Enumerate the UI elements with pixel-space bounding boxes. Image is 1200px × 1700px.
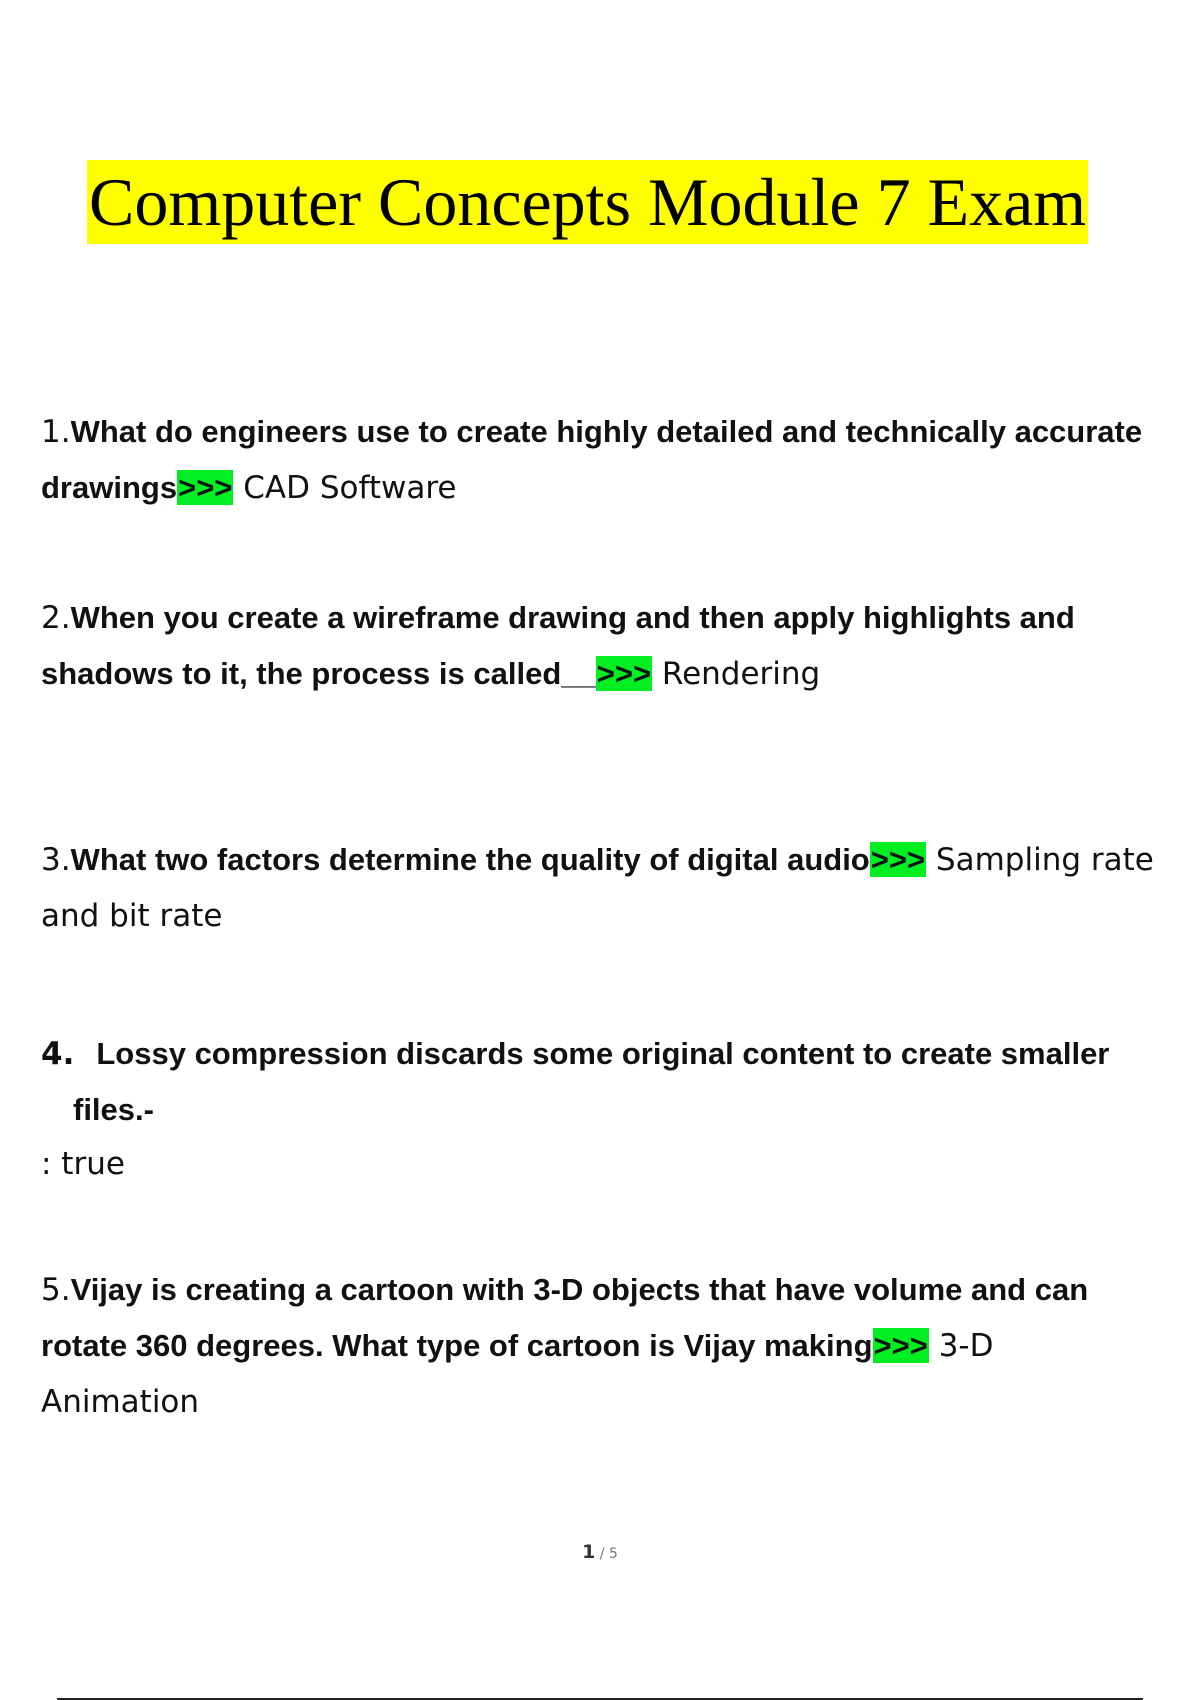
question-number: 2. [41, 600, 71, 636]
question-text-continued: files.- [73, 1092, 154, 1127]
question-1 [41, 404, 1161, 516]
answer-text: 3-D Animation [41, 1328, 994, 1420]
question-2 [41, 590, 1161, 702]
answer-text: Sampling rate and bit rate [41, 842, 1154, 934]
question-text: What do engineers use to create highly detailed and technically accurate drawings [41, 414, 1143, 505]
answer-text: CAD Software [233, 470, 457, 506]
answer-marker: >>> [870, 842, 926, 877]
answer-marker: >>> [596, 656, 652, 691]
question-number: 3. [41, 842, 71, 878]
answer-marker: >>> [873, 1328, 928, 1363]
answer-text: : true [41, 1146, 125, 1182]
document-title: Computer Concepts Module 7 Exam [87, 160, 1088, 244]
question-3 [41, 832, 1161, 944]
question-5 [41, 1262, 1161, 1430]
answer-text: Rendering [652, 656, 821, 692]
question-number: 4. [41, 1036, 75, 1072]
question-text: When you create a wireframe drawing and then apply highlights and shadows to it, the process is called__ [41, 600, 1075, 691]
current-page: 1 [582, 1541, 596, 1563]
total-pages: / 5 [595, 1546, 618, 1562]
answer-marker: >>> [178, 470, 233, 505]
question-4 [41, 1026, 1161, 1192]
question-text: What two factors determine the quality of digital audio [70, 842, 870, 877]
page-indicator [0, 1541, 1200, 1563]
question-number: 1. [41, 414, 71, 450]
question-text: Lossy compression discards some original content to create smaller [96, 1036, 1110, 1071]
question-text: Vijay is creating a cartoon with 3-D objects that have volume and can rotate 360 degrees. What type of cartoon is Vijay making [41, 1272, 1089, 1363]
question-number: 5. [41, 1272, 71, 1308]
